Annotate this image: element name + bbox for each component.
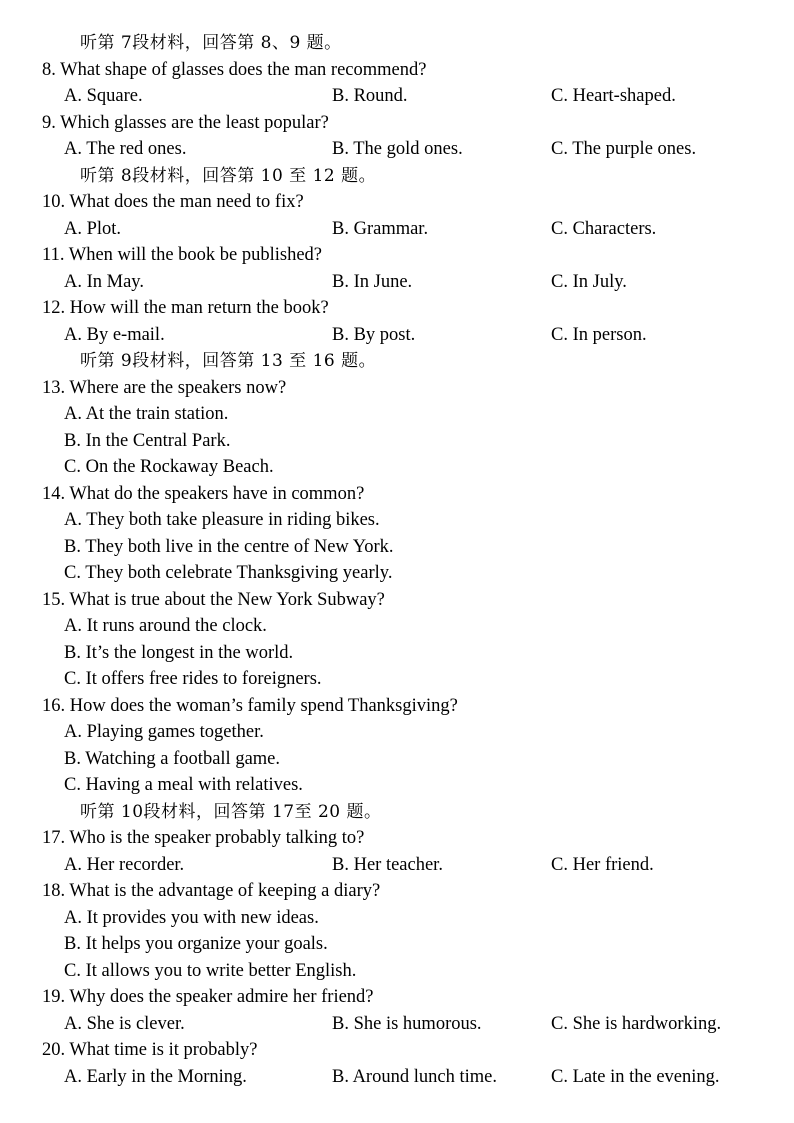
option-b: B. They both live in the centre of New York. [64,536,394,557]
option-a: A. It provides you with new ideas. [64,907,319,928]
option-line [0,560,794,587]
question-text: 20. What time is it probably? [42,1040,258,1060]
option-a: A. They both take pleasure in riding bikes. [64,510,380,530]
option-line [0,958,794,985]
option-c: C. They both celebrate Thanksgiving yearly. [64,563,393,583]
option-line [0,454,794,481]
option-c: C. She is hardworking. [551,1013,722,1034]
option-b: B. In the Central Park. [64,430,231,451]
section-header: 听第 9段材料，回答第 13 至 16 题。 [80,351,377,371]
question-text: 18. What is the advantage of keeping a diary? [42,881,381,901]
option-line [0,931,794,958]
option-a: A. It runs around the clock. [64,616,267,636]
option-line [0,613,794,640]
option-a: A. Square. [64,86,143,106]
option-b: B. Around lunch time. [332,1066,497,1087]
option-c: C. It offers free rides to foreigners. [64,669,322,689]
options-row [0,1011,794,1038]
question-text: 13. Where are the speakers now? [42,377,287,398]
options-row [0,269,794,296]
option-b: B. Grammar. [332,218,429,239]
option-c: C. Her friend. [551,854,654,875]
options-row [0,136,794,163]
options-row [0,322,794,349]
option-b: B. Watching a football game. [64,748,281,769]
options-row [0,1064,794,1091]
option-line [0,401,794,428]
option-c: C. The purple ones. [551,139,697,159]
option-c: C. Having a meal with relatives. [64,775,303,795]
options-row [0,852,794,879]
question-text: 11. When will the book be published? [42,245,323,265]
option-line [0,719,794,746]
option-c: C. It allows you to write better English. [64,960,357,981]
option-line [0,666,794,693]
option-a: A. Her recorder. [64,854,185,875]
option-b: B. The gold ones. [332,139,463,159]
option-c: C. In July. [551,271,627,292]
option-line [0,534,794,561]
question-text: 10. What does the man need to fix? [42,192,304,212]
option-b: B. It helps you organize your goals. [64,934,328,954]
option-a: A. Playing games together. [64,722,264,742]
option-c: C. On the Rockaway Beach. [64,457,274,477]
option-line [0,640,794,667]
option-line [0,746,794,773]
option-c: C. In person. [551,324,647,345]
option-b: B. It’s the longest in the world. [64,642,294,663]
option-a: A. At the train station. [64,404,229,424]
option-c: C. Heart-shaped. [551,86,676,106]
question-text: 9. Which glasses are the least popular? [42,112,329,133]
exam-page [0,30,794,1090]
question-text: 16. How does the woman’s family spend Thanksgiving? [42,695,458,716]
option-line [0,507,794,534]
section-header: 听第 7段材料，回答第 8、9 题。 [80,33,342,53]
options-row [0,216,794,243]
option-line [0,905,794,932]
option-a: A. Early in the Morning. [64,1066,247,1087]
option-b: B. In June. [332,271,413,292]
question-text: 15. What is true about the New York Subway? [42,589,385,610]
question-text: 14. What do the speakers have in common? [42,483,365,504]
question-text: 17. Who is the speaker probably talking to? [42,828,365,848]
question-text: 8. What shape of glasses does the man recommend? [42,59,427,80]
option-a: A. By e-mail. [64,324,165,345]
option-line [0,428,794,455]
option-b: B. By post. [332,324,416,345]
option-b: B. She is humorous. [332,1013,482,1034]
option-a: A. She is clever. [64,1013,185,1034]
option-b: B. Round. [332,86,408,106]
question-text: 19. Why does the speaker admire her friend? [42,987,374,1007]
section-header: 听第 10段材料，回答第 17至 20 题。 [80,801,382,822]
option-c: C. Late in the evening. [551,1066,720,1087]
option-c: C. Characters. [551,218,657,239]
option-b: B. Her teacher. [332,854,443,875]
options-row [0,83,794,110]
option-a: A. In May. [64,271,144,292]
option-a: A. The red ones. [64,139,187,159]
question-text: 12. How will the man return the book? [42,298,329,318]
option-a: A. Plot. [64,218,122,239]
section-header: 听第 8段材料，回答第 10 至 12 题。 [80,165,377,186]
option-line [0,772,794,799]
